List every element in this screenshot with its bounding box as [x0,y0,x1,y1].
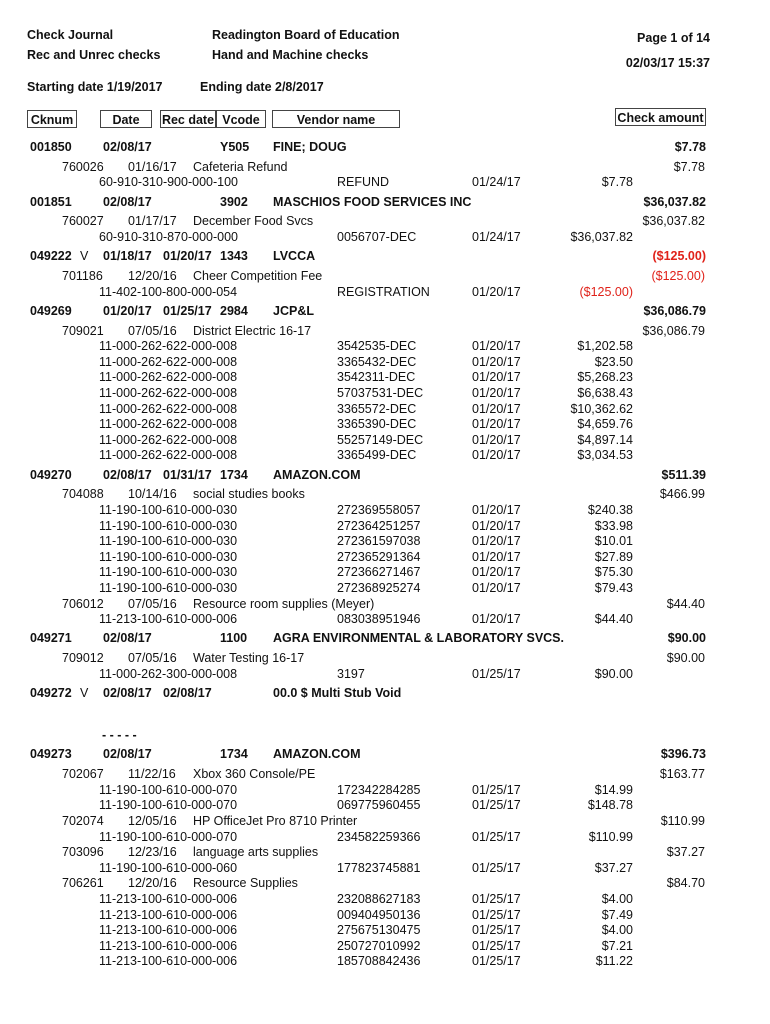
vendor-code: 1734 [220,747,248,762]
check-amount: $7.78 [674,140,706,154]
po-number: 760026 [62,159,104,174]
column-header-vendor-name: Vendor name [272,110,400,128]
line-amount: $37.27 [594,860,633,875]
organization-name: Readington Board of Education [212,28,400,42]
invoice-date: 01/25/17 [472,938,521,953]
vendor-code: 1734 [220,467,248,482]
invoice-date: 01/25/17 [472,907,521,922]
line-amount: $148.78 [587,798,633,813]
column-header-rec-date: Rec date [160,110,216,128]
account-number: 60-910-310-870-000-000 [99,230,238,244]
invoice-date: 01/20/17 [472,370,521,385]
po-date: 07/05/16 [128,323,177,338]
po-description: HP OfficeJet Pro 8710 Printer [193,814,358,828]
account-number: 60-910-310-900-000-100 [99,175,238,190]
invoice-number: 275675130475 [337,923,421,938]
po-description: December Food Svcs [193,214,314,229]
vendor-name: LVCCA [273,249,316,264]
line-amount: $79.43 [594,581,633,595]
invoice-number: 3542311-DEC [337,370,416,385]
po-date: 07/05/16 [128,596,177,611]
vendor-code: 2984 [220,303,248,318]
invoice-number: 272365291364 [337,549,421,564]
po-amount: $84.70 [666,876,705,891]
invoice-date: 01/20/17 [472,339,521,354]
invoice-number: 272368925274 [337,581,421,595]
po-amount: $36,037.82 [642,214,705,229]
invoice-number: 55257149-DEC [337,432,424,447]
check-number: 049272 [30,686,72,700]
invoice-date: 01/20/17 [472,401,521,416]
invoice-date: 01/20/17 [472,518,521,533]
line-amount: $33.98 [594,518,633,533]
po-description: Cheer Competition Fee [193,269,323,283]
po-amount: $163.77 [659,767,705,782]
check-date: 02/08/17 [103,467,152,482]
ending-date: Ending date 2/8/2017 [200,80,324,94]
report-title: Check Journal [27,28,114,42]
account-number: 11-190-100-610-000-070 [99,782,238,797]
vendor-name: 00.0 $ Multi Stub Void [273,686,402,700]
column-header-cknum: Cknum [27,110,77,128]
invoice-number: 272369558057 [337,503,421,517]
po-date: 11/22/16 [128,767,176,782]
line-amount: $7.49 [601,907,633,922]
check-date: 02/08/17 [103,140,152,154]
po-description: Resource Supplies [193,876,298,891]
reconcile-date: 01/31/17 [163,467,212,482]
line-amount: $10,362.62 [570,401,633,416]
po-number: 760027 [62,214,104,229]
reconcile-date: 01/25/17 [163,303,212,318]
line-amount: $110.99 [588,829,633,844]
account-number: 11-402-100-800-000-054 [99,284,238,299]
po-number: 709021 [62,323,104,338]
check-amount: $396.73 [660,747,706,762]
account-number: 11-213-100-610-000-006 [99,938,238,953]
check-date: 02/08/17 [103,686,152,700]
account-number: 11-000-262-622-000-008 [99,432,238,447]
po-amount: $44.40 [666,596,705,611]
check-date: 02/08/17 [103,747,152,762]
invoice-number: 3197 [337,666,365,681]
account-number: 11-190-100-610-000-060 [99,860,238,875]
invoice-number: 57037531-DEC [337,386,424,400]
po-amount: $36,086.79 [642,323,705,338]
invoice-date: 01/25/17 [472,829,521,844]
invoice-number: REFUND [337,175,390,190]
account-number: 11-000-262-622-000-008 [99,401,238,416]
invoice-date: 01/20/17 [472,581,521,595]
po-amount: $110.99 [660,814,705,828]
void-flag: V [80,686,89,700]
account-number: 11-190-100-610-000-070 [99,798,238,813]
invoice-date: 01/20/17 [472,612,521,627]
invoice-date: 01/20/17 [472,448,521,463]
check-amount: ($125.00) [652,249,706,264]
line-amount: $5,268.23 [577,370,633,385]
po-description: Cafeteria Refund [193,159,288,174]
line-amount: $4.00 [601,923,633,938]
line-amount: $44.40 [594,612,633,627]
invoice-number: 250727010992 [337,938,421,953]
account-number: 11-213-100-610-000-006 [99,892,238,906]
po-date: 07/05/16 [128,651,177,666]
invoice-date: 01/20/17 [472,386,521,400]
invoice-date: 01/25/17 [472,923,521,938]
invoice-date: 01/20/17 [472,284,521,299]
account-number: 11-190-100-610-000-030 [99,518,238,533]
column-header-vcode: Vcode [216,110,266,128]
po-description: social studies books [193,487,305,502]
po-number: 704088 [62,487,104,502]
po-number: 701186 [62,269,103,283]
po-date: 10/14/16 [128,487,177,502]
vendor-name: JCP&L [273,303,314,318]
line-amount: ($125.00) [579,284,633,299]
account-number: 11-000-262-622-000-008 [99,417,238,432]
po-description: Resource room supplies (Meyer) [193,596,375,611]
invoice-number: 069775960455 [337,798,421,813]
invoice-number: 0056707-DEC [337,230,417,244]
invoice-number: 3365432-DEC [337,354,417,369]
invoice-number: 3365390-DEC [337,417,417,432]
po-date: 12/05/16 [128,814,177,828]
check-amount: $511.39 [661,467,706,482]
account-number: 11-000-262-622-000-008 [99,339,238,354]
page-number: Page 1 of 14 [637,31,710,45]
invoice-date: 01/25/17 [472,782,521,797]
check-number: 049270 [30,467,72,482]
separator-dashes: - - - - - [102,727,137,742]
check-amount: $90.00 [667,631,706,646]
check-type: Hand and Machine checks [212,48,369,62]
account-number: 11-213-100-610-000-006 [99,612,238,627]
vendor-code: Y505 [220,140,250,154]
invoice-number: 272364251257 [337,518,421,533]
account-number: 11-000-262-300-000-008 [99,666,238,681]
invoice-date: 01/25/17 [472,954,521,969]
invoice-number: 177823745881 [337,860,421,875]
check-date: 01/20/17 [103,303,152,318]
vendor-code: 3902 [220,194,248,209]
line-amount: $7.21 [601,938,633,953]
line-amount: $27.89 [594,549,633,564]
po-date: 12/20/16 [128,269,177,283]
void-flag: V [80,249,89,264]
invoice-date: 01/25/17 [472,666,521,681]
check-date: 02/08/17 [103,194,152,209]
po-description: Water Testing 16-17 [193,651,305,666]
po-number: 709012 [62,651,104,666]
vendor-name: AGRA ENVIRONMENTAL & LABORATORY SVCS. [273,631,564,646]
invoice-number: 3542535-DEC [337,339,417,354]
check-number: 049269 [30,303,72,318]
po-number: 702074 [62,814,104,828]
account-number: 11-190-100-610-000-030 [99,534,238,549]
invoice-number: 009404950136 [337,907,421,922]
po-amount: $37.27 [666,845,705,860]
invoice-number: 3365499-DEC [337,448,417,463]
invoice-date: 01/20/17 [472,503,521,517]
account-number: 11-000-262-622-000-008 [99,448,238,463]
reconcile-date: 02/08/17 [163,686,212,700]
account-number: 11-000-262-622-000-008 [99,354,238,369]
po-number: 706261 [62,876,104,891]
account-number: 11-190-100-610-000-030 [99,549,238,564]
po-amount: $466.99 [659,487,705,502]
line-amount: $90.00 [594,666,633,681]
check-number: 049273 [30,747,72,762]
invoice-number: 185708842436 [337,954,421,969]
check-date: 02/08/17 [103,631,152,646]
line-amount: $4.00 [601,892,633,906]
invoice-number: 083038951946 [337,612,421,627]
invoice-date: 01/20/17 [472,432,521,447]
invoice-date: 01/20/17 [472,354,521,369]
po-date: 01/17/17 [128,214,177,229]
line-amount: $6,638.43 [577,386,633,400]
line-amount: $4,659.76 [577,417,633,432]
invoice-date: 01/20/17 [472,549,521,564]
invoice-number: 272366271467 [337,565,421,580]
invoice-number: 272361597038 [337,534,421,549]
po-date: 12/20/16 [128,876,177,891]
invoice-date: 01/24/17 [472,175,521,190]
account-number: 11-213-100-610-000-006 [99,954,238,969]
line-amount: $240.38 [587,503,633,517]
account-number: 11-190-100-610-000-070 [99,829,238,844]
account-number: 11-190-100-610-000-030 [99,565,238,580]
invoice-date: 01/20/17 [472,534,521,549]
check-number: 001851 [30,194,72,209]
invoice-date: 01/25/17 [472,798,521,813]
vendor-name: AMAZON.COM [273,467,361,482]
column-header-check-amount: Check amount [615,108,706,126]
po-description: Xbox 360 Console/PE [193,767,316,782]
invoice-date: 01/24/17 [472,230,521,244]
line-amount: $23.50 [594,354,633,369]
po-description: District Electric 16-17 [193,323,312,338]
po-amount: $90.00 [666,651,705,666]
account-number: 11-000-262-622-000-008 [99,370,238,385]
invoice-number: 172342284285 [337,782,421,797]
invoice-number: 232088627183 [337,892,421,906]
po-date: 01/16/17 [128,159,177,174]
check-amount: $36,037.82 [643,194,706,209]
line-amount: $10.01 [594,534,633,549]
report-subtitle: Rec and Unrec checks [27,48,161,62]
vendor-name: MASCHIOS FOOD SERVICES INC [273,194,472,209]
account-number: 11-213-100-610-000-006 [99,907,238,922]
invoice-number: 234582259366 [337,829,421,844]
check-amount: $36,086.79 [643,303,706,318]
po-number: 702067 [62,767,104,782]
check-number: 049222 [30,249,72,264]
reconcile-date: 01/20/17 [163,249,212,264]
line-amount: $14.99 [594,782,633,797]
account-number: 11-190-100-610-000-030 [99,503,238,517]
invoice-date: 01/20/17 [472,417,521,432]
print-timestamp: 02/03/17 15:37 [625,56,710,70]
column-header-date: Date [100,110,152,128]
line-amount: $11.22 [595,954,633,969]
account-number: 11-213-100-610-000-006 [99,923,238,938]
vendor-code: 1100 [220,631,248,646]
invoice-date: 01/25/17 [472,892,521,906]
check-number: 049271 [30,631,72,646]
po-date: 12/23/16 [128,845,177,860]
po-amount: $7.78 [673,159,705,174]
invoice-date: 01/20/17 [472,565,521,580]
invoice-number: 3365572-DEC [337,401,417,416]
line-amount: $3,034.53 [577,448,633,463]
line-amount: $1,202.58 [577,339,633,354]
line-amount: $36,037.82 [570,230,633,244]
account-number: 11-000-262-622-000-008 [99,386,238,400]
invoice-number: REGISTRATION [337,284,430,299]
line-amount: $75.30 [594,565,633,580]
line-amount: $4,897.14 [577,432,633,447]
starting-date: Starting date 1/19/2017 [27,80,163,94]
po-number: 706012 [62,596,104,611]
check-date: 01/18/17 [103,249,152,264]
invoice-date: 01/25/17 [472,860,521,875]
check-number: 001850 [30,140,72,154]
po-amount: ($125.00) [651,269,705,283]
vendor-code: 1343 [220,249,248,264]
vendor-name: FINE; DOUG [273,140,347,154]
po-description: language arts supplies [193,845,319,860]
line-amount: $7.78 [601,175,633,190]
vendor-name: AMAZON.COM [273,747,361,762]
account-number: 11-190-100-610-000-030 [99,581,238,595]
po-number: 703096 [62,845,104,860]
